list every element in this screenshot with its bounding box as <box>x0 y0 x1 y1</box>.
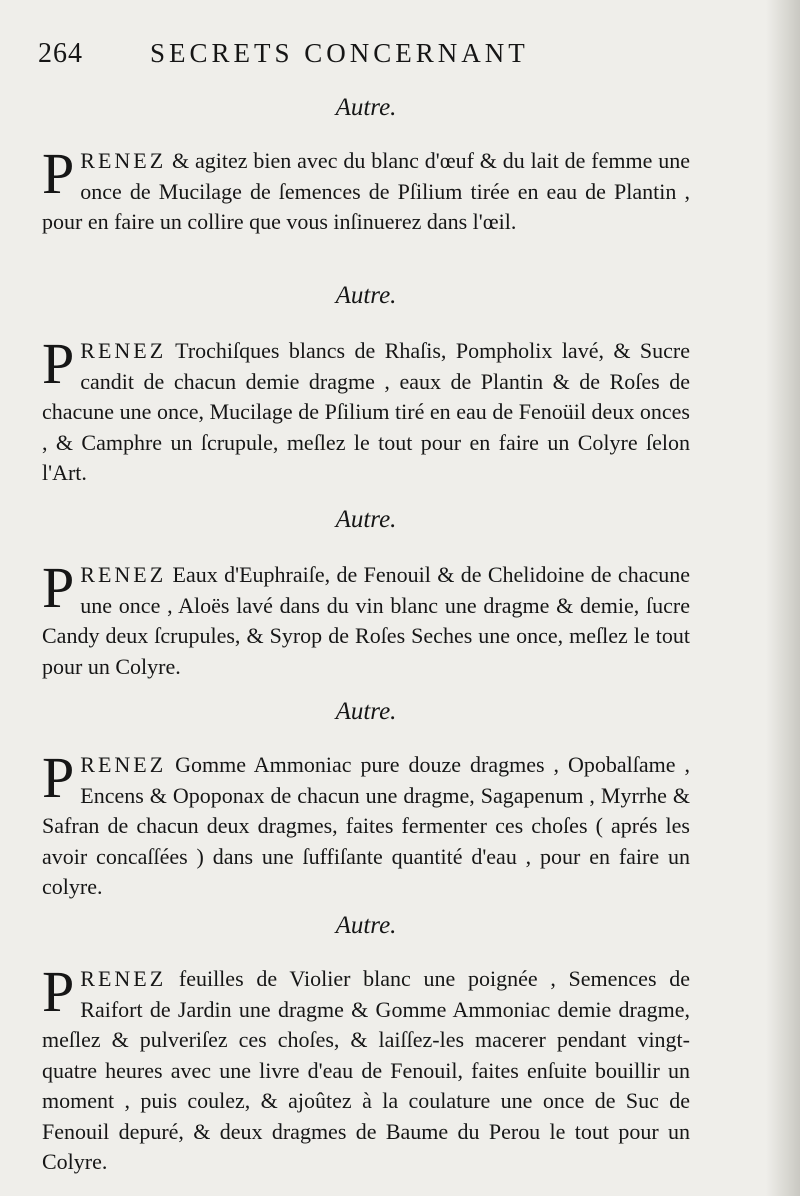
recipe-section <box>42 504 690 682</box>
section-heading: Autre. <box>335 698 397 725</box>
drop-cap: P <box>42 141 75 206</box>
paragraph-text: Eaux d'Euphraiſe, de Fenouil & de Chelidoine de chacune une once , Aloës lavé dans du vin blanc une dragme & demie, ſucre Candy deux ſcrupules, & Syrop de Roſes Seches une once, meſlez le tout pour un Colyre. <box>42 562 690 679</box>
recipe-section <box>42 280 690 489</box>
page-gutter-shadow <box>766 0 800 1196</box>
lead-word: RENEZ <box>80 148 167 173</box>
drop-cap: P <box>42 555 75 620</box>
page-number: 264 <box>38 38 83 69</box>
paragraph-text: Gomme Ammoniac pure douze dragmes , Opobalſame , Encens & Opoponax de chacun une dragme, Sagapenum , Myrrhe & Safran de chacun deux dragmes, faites fermenter ces choſes ( aprés les avoir concaſſées ) dans une ſuffiſante quantité d'eau , pour en faire un colyre. <box>42 752 690 899</box>
recipe-paragraph <box>42 331 690 489</box>
drop-cap: P <box>42 331 75 396</box>
lead-word: RENEZ <box>80 966 167 991</box>
drop-cap: P <box>42 959 75 1024</box>
lead-word: RENEZ <box>80 752 167 777</box>
recipe-paragraph <box>42 745 690 903</box>
section-heading: Autre. <box>335 282 397 309</box>
recipe-paragraph <box>42 141 690 238</box>
lead-word: RENEZ <box>80 562 167 587</box>
paragraph-text: feuilles de Violier blanc une poignée , Semences de Raifort de Jardin une dragme & Gomme Ammoniac demie dragme, meſlez & pulveriſez ces choſes, & laiſſez-les macerer pendant vingt-quatre heures avec une livre d'eau de Fenouil, faites enſuite bouillir un moment , puis coulez, & ajoûtez à la coulature une once de Suc de Fenouil depuré, & deux dragmes de Baume du Perou le tout pour un Colyre. <box>42 966 690 1174</box>
lead-word: RENEZ <box>80 338 167 363</box>
paragraph-text: & agitez bien avec du blanc d'œuf & du lait de femme une once de Mucilage de ſemences de Pſilium tirée en eau de Plantin , pour en faire un collire que vous inſinuerez dans l'œil. <box>42 148 690 234</box>
recipe-section <box>42 92 690 238</box>
running-title: SECRETS CONCERNANT <box>150 38 529 68</box>
recipe-paragraph <box>42 555 690 682</box>
recipe-section <box>42 910 690 1178</box>
section-heading: Autre. <box>335 912 397 939</box>
section-heading: Autre. <box>335 506 397 533</box>
drop-cap: P <box>42 745 75 810</box>
recipe-paragraph <box>42 959 690 1178</box>
section-heading: Autre. <box>335 94 397 121</box>
paragraph-text: Trochiſques blancs de Rhaſis, Pompholix lavé, & Sucre candit de chacun demie dragme , eaux de Plantin & de Roſes de chacune une once, Mucilage de Pſilium tiré en eau de Fenoüil deux onces , & Camphre un ſcrupule, meſlez le tout pour en faire un Colyre ſelon l'Art. <box>42 338 690 485</box>
running-head <box>38 38 718 78</box>
recipe-section <box>42 696 690 903</box>
